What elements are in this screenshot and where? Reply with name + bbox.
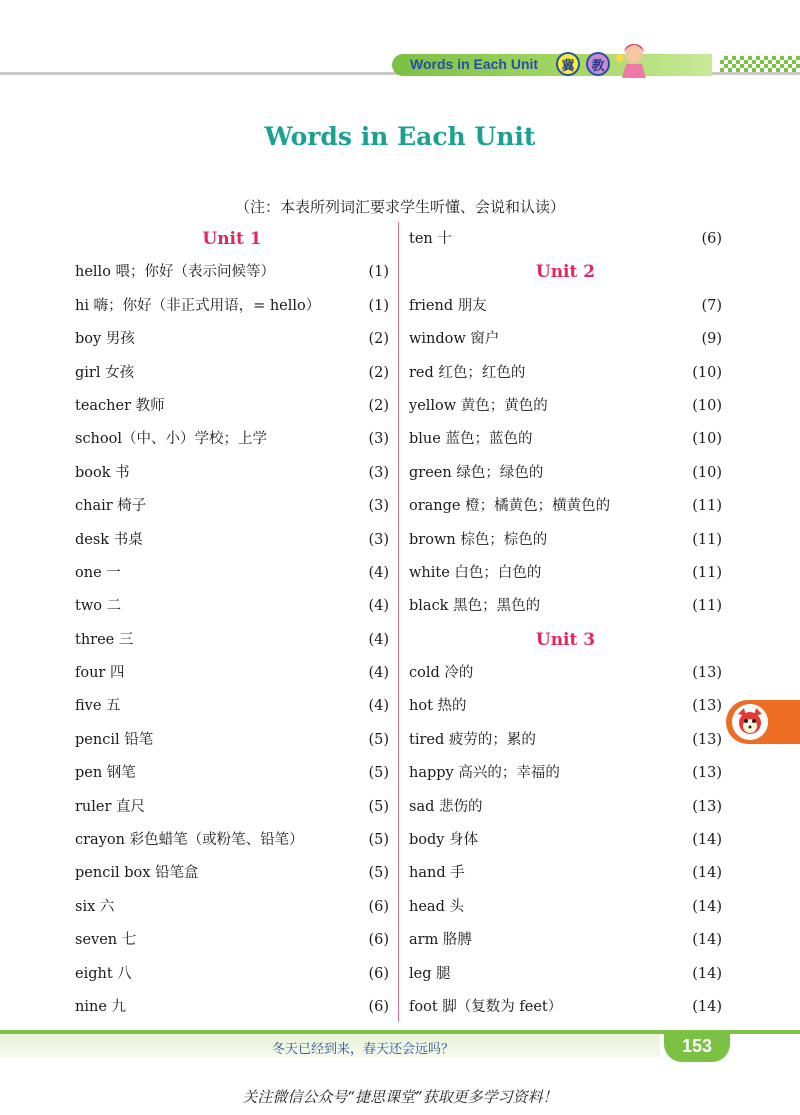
vocab-page-ref: (13) bbox=[692, 798, 722, 815]
vocab-page-ref: (3) bbox=[368, 431, 389, 448]
vocab-page-ref: (5) bbox=[368, 731, 389, 748]
vocab-page-ref: (6) bbox=[368, 898, 389, 915]
vocab-word: foot 脚（复数为 feet） bbox=[409, 998, 563, 1015]
vocab-row bbox=[409, 791, 722, 824]
vocab-row bbox=[409, 958, 722, 991]
vocab-word: black 黑色；黑色的 bbox=[409, 598, 541, 615]
footer-slogan: 冬天已经到来，春天还会远吗？ bbox=[272, 1042, 455, 1057]
vocab-page-ref: (13) bbox=[692, 665, 722, 682]
vocab-page-ref: (6) bbox=[368, 932, 389, 949]
vocab-page-ref: (14) bbox=[692, 832, 722, 849]
vocab-row bbox=[409, 290, 722, 323]
vocab-page-ref: (10) bbox=[692, 364, 722, 381]
vocab-row bbox=[409, 924, 722, 957]
vocab-word: brown 棕色；棕色的 bbox=[409, 531, 548, 548]
vocab-row bbox=[75, 624, 389, 657]
vocab-word: hi 嗨；你好（非正式用语，= hello） bbox=[75, 297, 321, 314]
vocab-word: blue 蓝色；蓝色的 bbox=[409, 431, 533, 448]
vocab-page-ref: (2) bbox=[368, 331, 389, 348]
vocab-word: nine 九 bbox=[75, 998, 127, 1015]
vocab-row bbox=[409, 323, 722, 356]
vocab-word: book 书 bbox=[75, 464, 130, 481]
page-header bbox=[0, 44, 800, 88]
vocab-word: hello 喂；你好（表示问候等） bbox=[75, 264, 276, 281]
vocab-row bbox=[409, 724, 722, 757]
vocab-row bbox=[75, 490, 389, 523]
vocab-row bbox=[409, 390, 722, 423]
vocab-row bbox=[75, 924, 389, 957]
vocab-page-ref: (6) bbox=[701, 231, 722, 247]
vocab-word: friend 朋友 bbox=[409, 297, 487, 314]
vocab-page-ref: (2) bbox=[368, 364, 389, 381]
vocab-row bbox=[75, 891, 389, 924]
vocab-page-ref: (5) bbox=[368, 865, 389, 882]
vocab-page-ref: (10) bbox=[692, 431, 722, 448]
vocab-page-ref: (14) bbox=[692, 932, 722, 949]
fairy-girl-icon bbox=[612, 38, 656, 82]
vocab-word: body 身体 bbox=[409, 832, 479, 849]
vocab-page-ref: (10) bbox=[692, 397, 722, 414]
vocab-word: ruler 直尺 bbox=[75, 798, 146, 815]
vocab-word: one 一 bbox=[75, 564, 121, 581]
vocab-word: pen 钢笔 bbox=[75, 765, 136, 782]
vocab-word: tired 疲劳的；累的 bbox=[409, 731, 536, 748]
vocab-row bbox=[409, 657, 722, 690]
side-tab bbox=[726, 700, 800, 744]
vocab-word: arm 胳膊 bbox=[409, 932, 472, 949]
vocab-word: cold 冷的 bbox=[409, 665, 474, 682]
vocab-row bbox=[75, 290, 389, 323]
vocab-row bbox=[75, 323, 389, 356]
vocab-page-ref: (10) bbox=[692, 464, 722, 481]
vocab-page-ref: (4) bbox=[368, 665, 389, 682]
vocab-page-ref: (2) bbox=[368, 397, 389, 414]
vocab-word: hot 热的 bbox=[409, 698, 467, 715]
page-number: 153 bbox=[664, 1030, 730, 1062]
vocab-word: crayon 彩色蜡笔（或粉笔、铅笔） bbox=[75, 832, 304, 849]
vocab-page-ref: (13) bbox=[692, 731, 722, 748]
vocab-page-ref: (5) bbox=[368, 798, 389, 815]
vocab-page-ref: (11) bbox=[692, 564, 722, 581]
vocab-page-ref: (3) bbox=[368, 464, 389, 481]
vocab-page-ref: (4) bbox=[368, 631, 389, 648]
vocab-word: green 绿色；绿色的 bbox=[409, 464, 544, 481]
publisher-badge-ji: 冀 bbox=[556, 52, 580, 76]
vocab-page-ref: (4) bbox=[368, 564, 389, 581]
vocab-row bbox=[409, 824, 722, 857]
vocab-page-ref: (7) bbox=[701, 297, 722, 314]
vocab-row bbox=[409, 490, 722, 523]
vocab-row bbox=[409, 590, 722, 623]
vocabulary-note: （注：本表所列词汇要求学生听懂、会说和认读） bbox=[234, 198, 565, 216]
vocab-word: hand 手 bbox=[409, 865, 465, 882]
vocab-word: school（中、小）学校；上学 bbox=[75, 431, 267, 448]
left-column bbox=[75, 223, 389, 1024]
vocab-word: pencil box 铅笔盒 bbox=[75, 865, 199, 882]
vocab-row bbox=[75, 390, 389, 423]
vocab-word: two 二 bbox=[75, 598, 122, 615]
vocab-row bbox=[75, 791, 389, 824]
vocab-page-ref: (11) bbox=[692, 498, 722, 515]
vocab-row bbox=[75, 357, 389, 390]
promo-note: 关注微信公众号“捷思课堂”获取更多学习资料！ bbox=[242, 1088, 558, 1106]
vocab-page-ref: (1) bbox=[368, 297, 389, 314]
vocab-row bbox=[75, 590, 389, 623]
vocab-row bbox=[75, 690, 389, 723]
checker-pattern bbox=[720, 56, 800, 72]
vocab-row bbox=[409, 423, 722, 456]
vocab-page-ref: (14) bbox=[692, 865, 722, 882]
vocab-page-ref: (3) bbox=[368, 498, 389, 515]
vocab-page-ref: (6) bbox=[368, 998, 389, 1015]
vocab-word: ten 十 bbox=[409, 231, 452, 247]
vocab-page-ref: (13) bbox=[692, 698, 722, 715]
vocab-word: white 白色；白色的 bbox=[409, 564, 542, 581]
vocab-page-ref: (1) bbox=[368, 264, 389, 281]
vocab-word: eight 八 bbox=[75, 965, 132, 982]
vocab-row bbox=[409, 457, 722, 490]
vocab-word: three 三 bbox=[75, 631, 134, 648]
vocab-row bbox=[75, 857, 389, 890]
vocab-page-ref: (5) bbox=[368, 832, 389, 849]
vocab-page-ref: (4) bbox=[368, 698, 389, 715]
vocab-word: window 窗户 bbox=[409, 331, 500, 348]
vocab-word: five 五 bbox=[75, 698, 121, 715]
vocab-row bbox=[409, 891, 722, 924]
vocab-page-ref: (4) bbox=[368, 598, 389, 615]
vocab-page-ref: (5) bbox=[368, 765, 389, 782]
vocab-row bbox=[409, 357, 722, 390]
vocab-row bbox=[75, 557, 389, 590]
unit-heading: Unit 1 bbox=[202, 229, 262, 249]
unit-heading: Unit 2 bbox=[535, 262, 596, 283]
vocab-word: six 六 bbox=[75, 898, 115, 915]
vocab-row bbox=[75, 423, 389, 456]
page-title: Words in Each Unit bbox=[264, 122, 536, 151]
vocab-row bbox=[409, 757, 722, 790]
vocab-word: desk 书桌 bbox=[75, 531, 143, 548]
unit-heading: Unit 3 bbox=[535, 629, 596, 650]
vocab-row bbox=[75, 457, 389, 490]
vocab-page-ref: (14) bbox=[692, 898, 722, 915]
vocab-row bbox=[75, 991, 389, 1024]
vocab-page-ref: (13) bbox=[692, 765, 722, 782]
vocab-word: pencil 铅笔 bbox=[75, 731, 154, 748]
vocab-row bbox=[75, 256, 389, 289]
vocab-word: head 头 bbox=[409, 898, 464, 915]
vocab-row bbox=[75, 724, 389, 757]
vocab-page-ref: (11) bbox=[692, 598, 722, 615]
vocab-page-ref: (14) bbox=[692, 998, 722, 1015]
vocab-row bbox=[409, 857, 722, 890]
header-title: Words in Each Unit bbox=[410, 56, 539, 72]
vocab-row bbox=[409, 524, 722, 557]
vocab-word: yellow 黄色；黄色的 bbox=[409, 397, 548, 414]
vocab-word: red 红色；红色的 bbox=[409, 364, 526, 381]
vocab-row bbox=[75, 824, 389, 857]
vocab-page-ref: (9) bbox=[701, 331, 722, 348]
vocab-row bbox=[75, 524, 389, 557]
vocab-word: happy 高兴的；幸福的 bbox=[409, 765, 560, 782]
vocab-row bbox=[75, 958, 389, 991]
vocab-row bbox=[409, 690, 722, 723]
vocab-page-ref: (14) bbox=[692, 965, 722, 982]
publisher-badge-jiao: 教 bbox=[586, 52, 610, 76]
vocab-word: four 四 bbox=[75, 665, 125, 682]
vocab-row bbox=[409, 557, 722, 590]
vocab-row bbox=[409, 223, 722, 256]
vocab-word: seven 七 bbox=[75, 932, 137, 949]
vocab-row bbox=[409, 991, 722, 1024]
vocab-row bbox=[75, 657, 389, 690]
vocab-word: girl 女孩 bbox=[75, 364, 135, 381]
vocab-word: teacher 教师 bbox=[75, 397, 165, 414]
vocab-page-ref: (11) bbox=[692, 531, 722, 548]
right-column bbox=[409, 223, 722, 1024]
vocab-word: leg 腿 bbox=[409, 965, 451, 982]
vocab-word: chair 椅子 bbox=[75, 498, 147, 515]
vocab-word: orange 橙；橘黄色；横黄色的 bbox=[409, 498, 611, 515]
vocab-row bbox=[75, 757, 389, 790]
vocab-word: boy 男孩 bbox=[75, 331, 135, 348]
vocab-page-ref: (6) bbox=[368, 965, 389, 982]
vocab-word: sad 悲伤的 bbox=[409, 798, 483, 815]
column-divider bbox=[398, 222, 399, 1022]
cartoon-fox-icon bbox=[732, 704, 768, 740]
vocab-page-ref: (3) bbox=[368, 531, 389, 548]
